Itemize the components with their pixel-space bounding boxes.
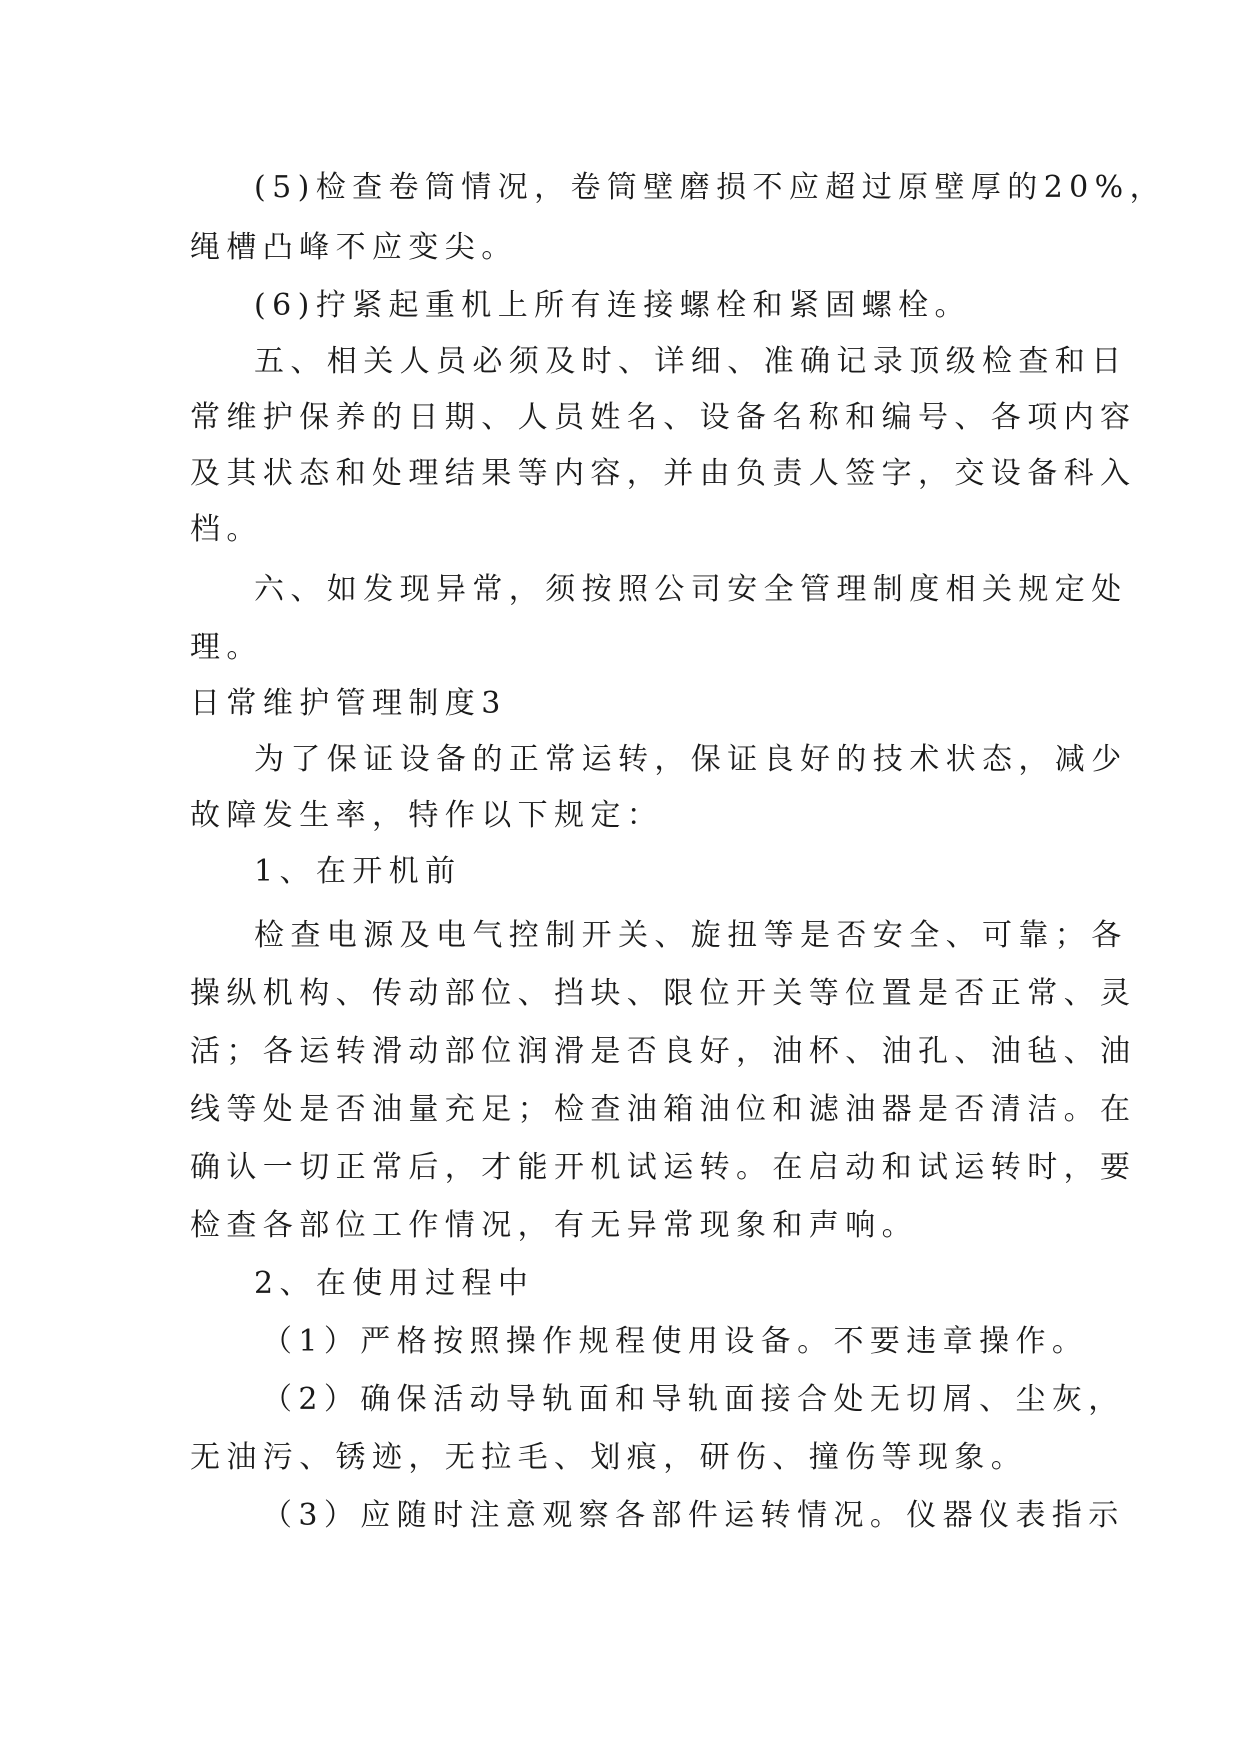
paragraph-line: 为了保证设备的正常运转，保证良好的技术状态，减少 (254, 742, 1128, 777)
paragraph-line: 理。 (190, 630, 263, 665)
paragraph-line: 确认一切正常后，才能开机试运转。在启动和试运转时，要 (190, 1150, 1137, 1185)
paragraph-line: 2、在使用过程中 (254, 1266, 535, 1301)
section-heading: 日常维护管理制度3 (190, 686, 507, 721)
paragraph-line: 五、相关人员必须及时、详细、准确记录顶级检查和日 (254, 344, 1128, 379)
paragraph-line: 活；各运转滑动部位润滑是否良好，油杯、油孔、油毡、油 (190, 1034, 1137, 1069)
paragraph-line: 1、在开机前 (254, 854, 462, 889)
paragraph-line: 检查电源及电气控制开关、旋扭等是否安全、可靠；各 (254, 918, 1128, 953)
paragraph-line: （3）应随时注意观察各部件运转情况。仪器仪表指示 (262, 1498, 1125, 1533)
paragraph-line: 六、如发现异常，须按照公司安全管理制度相关规定处 (254, 572, 1128, 607)
paragraph-line: 无油污、锈迹，无拉毛、划痕，研伤、撞伤等现象。 (190, 1440, 1028, 1475)
paragraph-line: 线等处是否油量充足；检查油箱油位和滤油器是否清洁。在 (190, 1092, 1137, 1127)
paragraph-line: (5)检查卷筒情况，卷筒壁磨损不应超过原壁厚的20%， (254, 170, 1166, 205)
paragraph-line: 档。 (190, 512, 263, 547)
paragraph-line: 及其状态和处理结果等内容，并由负责人签字，交设备科入 (190, 456, 1137, 491)
paragraph-line: 常维护保养的日期、人员姓名、设备名称和编号、各项内容 (190, 400, 1137, 435)
paragraph-line: （1）严格按照操作规程使用设备。不要违章操作。 (262, 1324, 1089, 1359)
paragraph-line: 操纵机构、传动部位、挡块、限位开关等位置是否正常、灵 (190, 976, 1137, 1011)
paragraph-line: (6)拧紧起重机上所有连接螺栓和紧固螺栓。 (254, 288, 971, 323)
paragraph-line: 检查各部位工作情况，有无异常现象和声响。 (190, 1208, 918, 1243)
paragraph-line: 绳槽凸峰不应变尖。 (190, 230, 518, 265)
paragraph-line: （2）确保活动导轨面和导轨面接合处无切屑、尘灰， (262, 1382, 1125, 1417)
paragraph-line: 故障发生率，特作以下规定： (190, 798, 664, 833)
